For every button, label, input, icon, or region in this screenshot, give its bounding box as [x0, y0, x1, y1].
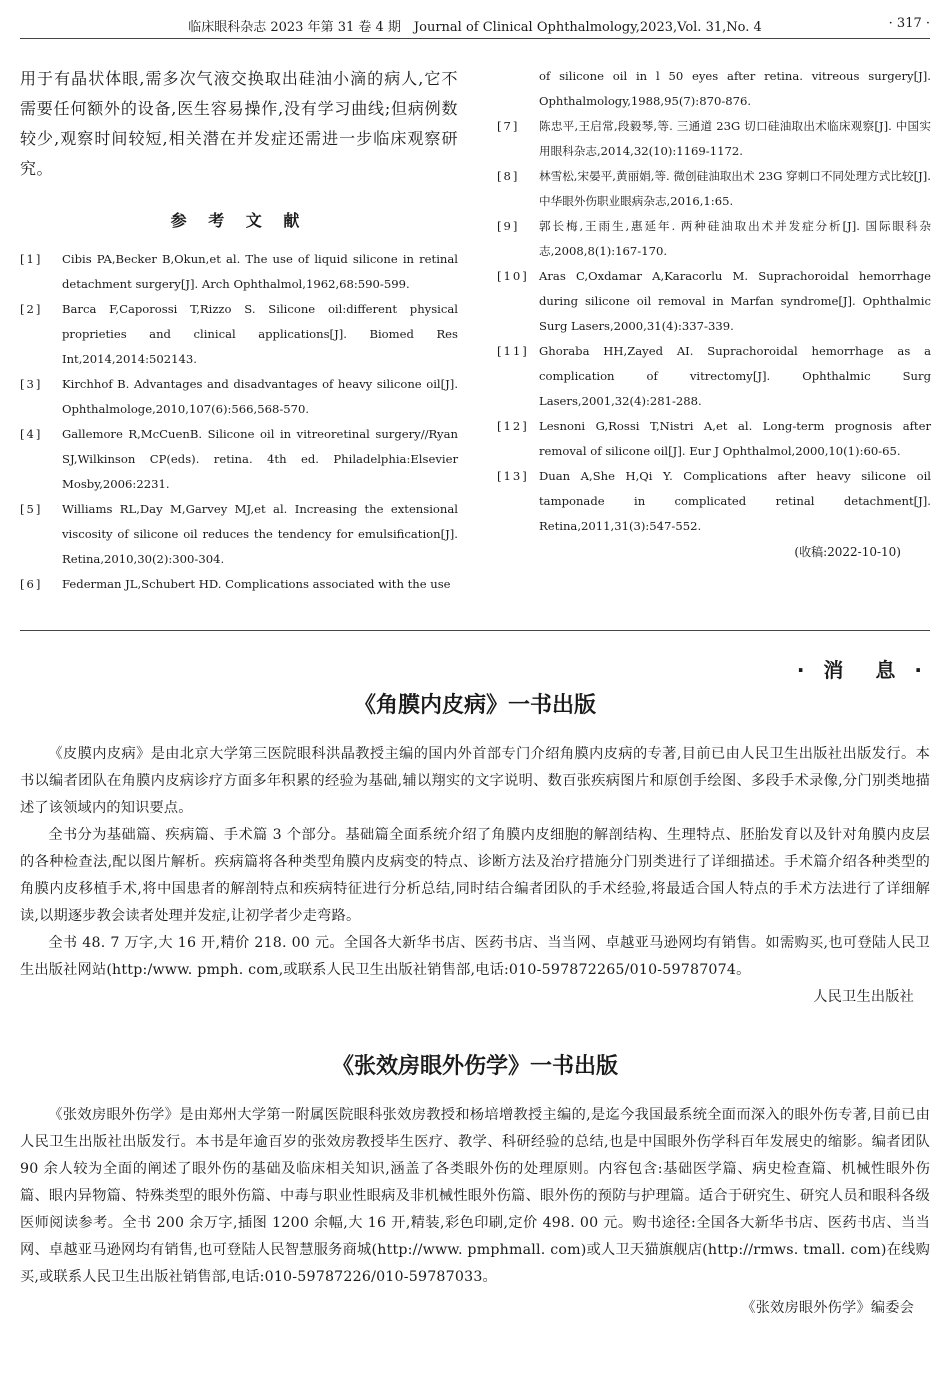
reference-item: [20, 372, 458, 422]
news-section-tag: · 消 息 ·: [796, 658, 928, 682]
reference-text: 林雪松,宋晏平,黄丽娟,等. 微创硅油取出术 23G 穿刺口不同处理方式比较[J]. 中华眼外伤职业眼病杂志,2016,1:65.: [539, 169, 931, 208]
reference-item: [20, 247, 458, 297]
reference-text: Williams RL,Day M,Garvey MJ,et al. Increasing the extensional viscosity of silicone oil reduces the tendency for emulsification[J]. Retina,2010,30(2):300-304.: [62, 502, 458, 566]
intro-paragraph: 用于有晶状体眼,需多次气液交换取出硅油小滴的病人,它不需要任何额外的设备,医生容易操作,没有学习曲线;但病例数较少,观察时间较短,相关潜在并发症还需进一步临床观察研究。: [20, 69, 458, 178]
notice-paragraph: 全书 48. 7 万字,大 16 开,精价 218. 00 元。全国各大新华书店、医药书店、当当网、卓越亚马逊网均有销售。如需购买,也可登陆人民卫生出版社网站(http:/www. pmph. com,或联系人民卫生出版社销售部,电话:010-597872265/010-59787074。: [20, 935, 930, 978]
reference-item-continued: [497, 64, 931, 114]
notice-paragraph: 全书分为基础篇、疾病篇、手术篇 3 个部分。基础篇全面系统介绍了角膜内皮细胞的解剖结构、生理特点、胚胎发育以及针对角膜内皮层的各种检查法,配以图片解析。疾病篇将各种类型角膜内皮病变的特点、诊断方法及治疗措施分门别类进行了详细描述。手术篇介绍各种类型的角膜内皮移植手术,将中国患者的解剖特点和疾病特征进行分析总结,同时结合编者团队的手术经验,将最适合国人特点的手术方法进行了详细解读,以期逐步教会读者处理并发症,让初学者少走弯路。: [20, 827, 930, 924]
notice-title: 《角膜内皮病》一书出版: [353, 693, 596, 718]
notice-corneal-endothelial-book: [20, 688, 930, 1011]
reference-text: Cibis PA,Becker B,Okun,et al. The use of liquid silicone in retinal detachment surgery[J]. Arch Ophthalmol,1962,68:590-599.: [62, 252, 458, 291]
reference-item: [497, 339, 931, 414]
reference-item: [497, 464, 931, 539]
notice-ocular-trauma-book: [20, 1049, 930, 1322]
reference-number: [5]: [20, 502, 43, 516]
reference-text: Federman JL,Schubert HD. Complications associated with the use: [62, 577, 451, 591]
reference-text: Barca F,Caporossi T,Rizzo S. Silicone oil:different physical proprieties and clinical applications[J]. Biomed Res Int,2014,2014:502143.: [62, 302, 458, 366]
received-date: (收稿:2022-10-10): [794, 545, 901, 559]
reference-number: [2]: [20, 302, 43, 316]
reference-text: Ghoraba HH,Zayed AI. Suprachoroidal hemorrhage as a complication of vitrectomy[J]. Ophthalmic Surg Lasers,2001,32(4):281-288.: [539, 344, 931, 408]
reference-text: 郭长梅,王雨生,惠延年. 两种硅油取出术并发症分析[J]. 国际眼科杂志,2008,8(1):167-170.: [539, 219, 931, 258]
page-number: · 317 ·: [888, 16, 930, 31]
references-title: 参 考 文 献: [170, 211, 308, 230]
right-column: [497, 64, 931, 560]
reference-text: of silicone oil in l 50 eyes after retina. vitreous surgery[J]. Ophthalmology,1988,95(7):870-876.: [539, 69, 931, 108]
reference-item: [497, 264, 931, 339]
reference-number: [4]: [20, 427, 43, 441]
notice-title: 《张效房眼外伤学》一书出版: [331, 1054, 618, 1079]
reference-number: [10]: [497, 269, 529, 283]
reference-number: [13]: [497, 469, 529, 483]
reference-number: [12]: [497, 419, 529, 433]
reference-text: Aras C,Oxdamar A,Karacorlu M. Suprachoroidal hemorrhage during silicone oil removal in Marfan syndrome[J]. Ophthalmic Surg Lasers,2000,31(4):337-339.: [539, 269, 931, 333]
notice-signature: 《张效房眼外伤学》编委会: [741, 1300, 914, 1316]
reference-number: [6]: [20, 577, 43, 591]
reference-number: [7]: [497, 119, 520, 133]
reference-number: [8]: [497, 169, 520, 183]
reference-item: [20, 497, 458, 572]
running-header: [20, 14, 930, 39]
reference-number: [11]: [497, 344, 529, 358]
reference-item: [497, 164, 931, 214]
reference-text: 陈忠平,王启常,段毅琴,等. 三通道 23G 切口硅油取出术临床观察[J]. 中国实用眼科杂志,2014,32(10):1169-1172.: [539, 119, 931, 158]
reference-text: Duan A,She H,Qi Y. Complications after heavy silicone oil tamponade in complicated retinal detachment[J]. Retina,2011,31(3):547-552.: [539, 469, 931, 533]
notice-paragraph: 《张效房眼外伤学》是由郑州大学第一附属医院眼科张效房教授和杨培增教授主编的,是迄今我国最系统全面而深入的眼外伤专著,目前已由人民卫生出版社出版发行。本书是年逾百岁的张效房教授毕生医疗、教学、科研经验的总结,也是中国眼外伤学科百年发展史的缩影。编者团队 90 余人较为全面的阐述了眼外伤的基础及临床相关知识,涵盖了各类眼外伤的处理原则。内容包含:基础医学篇、病史检查篇、机械性眼外伤篇、眼内异物篇、特殊类型的眼外伤篇、中毒与职业性眼病及非机械性眼外伤篇、眼外伤的预防与护理篇。适合于研究生、研究人员和眼科各级医师阅读参考。全书 200 余万字,插图 1200 余幅,大 16 开,精装,彩色印刷,定价 498. 00 元。购书途径:全国各大新华书店、医药书店、当当网、卓越亚马逊网均有销售,也可登陆人民智慧服务商城(http://www. pmphmall. com)或人卫天猫旗舰店(http://rmws. tmall. com)在线购买,或联系人民卫生出版社销售部,电话:010-59787226/010-59787033。: [20, 1107, 930, 1285]
reference-number: [3]: [20, 377, 43, 391]
notice-paragraph: 《皮膜内皮病》是由北京大学第三医院眼科洪晶教授主编的国内外首部专门介绍角膜内皮病的专著,目前已由人民卫生出版社出版发行。本书以编者团队在角膜内皮病诊疗方面多年积累的经验为基础,辅以翔实的文字说明、数百张疾病图片和原创手绘图、多段手术录像,分门别类地描述了该领域内的知识要点。: [20, 746, 930, 816]
reference-text: Lesnoni G,Rossi T,Nistri A,et al. Long-term prognosis after removal of silicone oil[J]. Eur J Ophthalmol,2000,10(1):60-65.: [539, 419, 931, 458]
references-list-left: [20, 247, 458, 597]
reference-item: [497, 414, 931, 464]
journal-running-title: 临床眼科杂志 2023 年第 31 卷 4 期 Journal of Clinical Ophthalmology,2023,Vol. 31,No. 4: [188, 20, 762, 35]
reference-number: [9]: [497, 219, 520, 233]
reference-item: [20, 297, 458, 372]
reference-item: [20, 572, 458, 597]
reference-text: Gallemore R,McCuenB. Silicone oil in vitreoretinal surgery//Ryan SJ,Wilkinson CP(eds). retina. 4th ed. Philadelphia:Elsevier Mosby,2006:2231.: [62, 427, 458, 491]
reference-item: [497, 214, 931, 264]
reference-number: [1]: [20, 252, 43, 266]
notice-signature: 人民卫生出版社: [813, 989, 914, 1005]
reference-text: Kirchhof B. Advantages and disadvantages of heavy silicone oil[J]. Ophthalmologe,2010,107(6):566,568-570.: [62, 377, 458, 416]
reference-item: [20, 422, 458, 497]
reference-item: [497, 114, 931, 164]
left-column: [20, 64, 458, 597]
section-divider: [20, 630, 930, 631]
